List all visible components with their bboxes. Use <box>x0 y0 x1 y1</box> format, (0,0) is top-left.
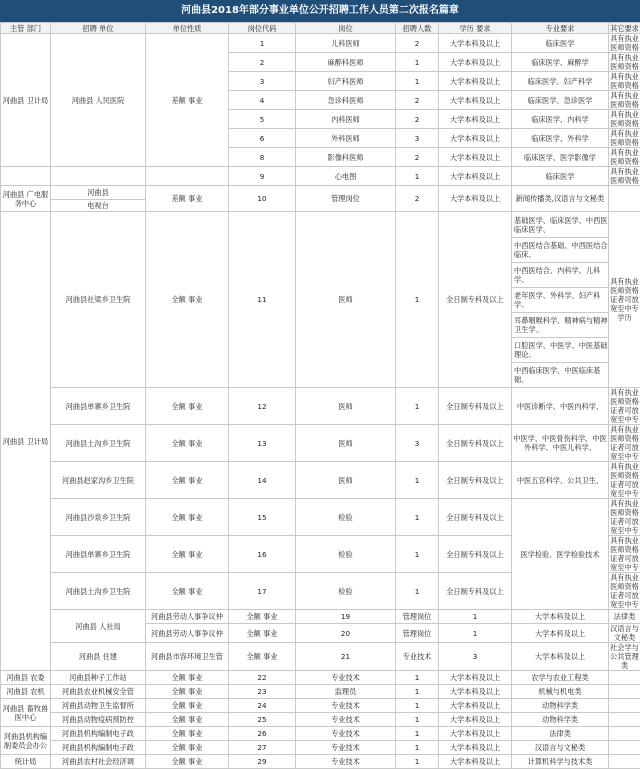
unit-cell: 河曲县市容环境卫生管 <box>146 643 229 671</box>
nature-cell <box>146 167 229 186</box>
post-cell: 医师 <box>296 388 396 425</box>
unit-cell: 河曲县社梁乡卫生院 <box>51 212 146 388</box>
nature-cell: 全额 事业 <box>229 643 296 671</box>
code-cell: 27 <box>229 741 296 755</box>
count-cell: 1 <box>396 713 439 727</box>
unit-cell: 河曲县劳动人事争议仲 <box>146 610 229 624</box>
table-row <box>1 167 640 186</box>
major-line: 耳鼻咽喉科学、精神病与精神卫生学、 <box>512 313 609 338</box>
nature-cell: 全额 事业 <box>146 699 229 713</box>
code-cell: 1 <box>229 34 296 53</box>
major-cell: 中医五官科学、公共卫生、 <box>512 462 609 499</box>
major-line: 口腔医学、中医学、中医基础理论、 <box>512 338 609 363</box>
count-cell: 1 <box>396 741 439 755</box>
major-cell: 计算机科学与技术类 <box>512 755 609 769</box>
nature-cell: 全额 事业 <box>146 573 229 610</box>
other-cell <box>609 755 640 769</box>
post-cell: 妇产科医师 <box>296 72 396 91</box>
count-cell: 1 <box>396 685 439 699</box>
count-cell: 1 <box>396 499 439 536</box>
edu-cell: 大学本科及以上 <box>439 148 512 167</box>
table-row <box>1 755 640 769</box>
table-row <box>1 34 640 53</box>
post-cell: 医师 <box>296 462 396 499</box>
unit-cell: 河曲县农业机械安全管 <box>51 685 146 699</box>
col-header: 招聘人数 <box>396 23 439 34</box>
major-cell: 医学检验、医学检验技术 <box>512 499 609 610</box>
post-cell: 管理岗位 <box>396 624 439 643</box>
post-cell: 专业技术 <box>396 643 439 671</box>
edu-cell: 大学本科及以上 <box>439 741 512 755</box>
nature-cell: 全额 事业 <box>229 610 296 624</box>
major-cell: 动物科学类 <box>512 713 609 727</box>
col-header: 其它要求 <box>609 23 640 34</box>
dept-cell: 河曲县 住建 <box>51 643 146 671</box>
post-cell: 医师 <box>296 425 396 462</box>
other-cell: 具有执业医师资格 <box>609 148 640 167</box>
dept-cell: 河曲县 广电服务中心 <box>1 186 51 212</box>
post-cell: 内科医师 <box>296 110 396 129</box>
unit-cell: 河曲县劳动人事争议仲 <box>146 624 229 643</box>
table-row <box>1 462 640 499</box>
code-cell: 24 <box>229 699 296 713</box>
unit-cell: 河曲县动物卫生监督所 <box>51 699 146 713</box>
page-title: 河曲县2018年部分事业单位公开招聘工作人员第二次报名篇章 <box>0 0 640 22</box>
edu-cell: 大学本科及以上 <box>439 685 512 699</box>
edu-cell: 大学本科及以上 <box>439 167 512 186</box>
code-cell: 17 <box>229 573 296 610</box>
table-row <box>1 610 640 624</box>
post-cell: 专业技术 <box>296 699 396 713</box>
col-header: 岗位代码 <box>229 23 296 34</box>
other-cell <box>609 671 640 685</box>
major-cell: 机械与机电类 <box>512 685 609 699</box>
count-cell: 1 <box>439 624 512 643</box>
nature-cell: 全额 事业 <box>146 212 229 388</box>
post-cell: 检验 <box>296 499 396 536</box>
count-cell: 2 <box>396 148 439 167</box>
unit-cell: 电视台 <box>51 200 146 212</box>
col-header: 专业要求 <box>512 23 609 34</box>
table-row <box>1 685 640 699</box>
post-cell: 检验 <box>296 573 396 610</box>
code-cell: 5 <box>229 110 296 129</box>
unit-cell: 河曲县动物疫病预防控 <box>51 713 146 727</box>
count-cell: 1 <box>396 699 439 713</box>
post-cell: 检验 <box>296 536 396 573</box>
major-line: 老年医学、外科学、妇产科学、 <box>512 288 609 313</box>
unit-cell: 河曲县单寨乡卫生院 <box>51 388 146 425</box>
code-cell: 8 <box>229 148 296 167</box>
count-cell: 2 <box>396 110 439 129</box>
count-cell: 2 <box>396 91 439 110</box>
col-header: 学历 要求 <box>439 23 512 34</box>
count-cell: 1 <box>396 536 439 573</box>
other-cell <box>609 186 640 212</box>
other-cell: 具有执业医师资格证者可放宽至中专 <box>609 425 640 462</box>
other-cell <box>609 727 640 741</box>
major-cell: 临床医学 <box>512 34 609 53</box>
code-cell: 29 <box>229 755 296 769</box>
count-cell: 1 <box>396 212 439 388</box>
edu-cell: 全日制专科及以上 <box>439 573 512 610</box>
col-header: 单位性质 <box>146 23 229 34</box>
nature-cell: 差额 事业 <box>146 34 229 167</box>
code-cell: 22 <box>229 671 296 685</box>
nature-cell: 全额 事业 <box>146 685 229 699</box>
table-row <box>1 727 640 741</box>
post-cell: 管理岗位 <box>396 610 439 624</box>
dept-cell: 河曲县 卫计局 <box>1 34 51 167</box>
major-cell: 汉语言与文秘类 <box>609 624 640 643</box>
unit-cell: 河曲县农村社会经济调 <box>51 755 146 769</box>
major-cell: 新闻传播类,汉语言与文秘类 <box>512 186 609 212</box>
unit-cell <box>51 167 146 186</box>
code-cell: 19 <box>296 610 396 624</box>
code-cell: 15 <box>229 499 296 536</box>
post-cell: 外科医师 <box>296 129 396 148</box>
nature-cell: 全额 事业 <box>229 624 296 643</box>
edu-cell: 大学本科及以上 <box>439 671 512 685</box>
code-cell: 16 <box>229 536 296 573</box>
table-row <box>1 388 640 425</box>
code-cell: 10 <box>229 186 296 212</box>
other-cell: 具有执业医师资格 <box>609 53 640 72</box>
other-cell <box>609 741 640 755</box>
count-cell: 1 <box>396 167 439 186</box>
count-cell: 3 <box>396 425 439 462</box>
other-cell: 具有执业医师资格证者可放宽至中专 <box>609 536 640 573</box>
code-cell: 4 <box>229 91 296 110</box>
nature-cell: 全额 事业 <box>146 536 229 573</box>
major-cell: 临床医学、医学影像学 <box>512 148 609 167</box>
table-row <box>1 499 640 536</box>
code-cell: 3 <box>229 72 296 91</box>
count-cell: 3 <box>439 643 512 671</box>
table-row <box>1 212 640 238</box>
count-cell: 1 <box>396 727 439 741</box>
major-cell: 农学与农业工程类 <box>512 671 609 685</box>
dept-cell: 河曲县 农机 <box>1 685 51 699</box>
edu-cell: 大学本科及以上 <box>439 186 512 212</box>
major-cell: 临床医学、妇产科学 <box>512 72 609 91</box>
post-cell: 急诊科医师 <box>296 91 396 110</box>
other-cell: 具有执业医师资格证者可放宽至中专 <box>609 462 640 499</box>
post-cell: 麻醉科医师 <box>296 53 396 72</box>
dept-cell: 河曲县 畜牧兽医中心 <box>1 699 51 727</box>
nature-cell: 差额 事业 <box>146 186 229 212</box>
major-line: 中西临床医学、中医临床基础、 <box>512 363 609 388</box>
edu-cell: 大学本科及以上 <box>439 129 512 148</box>
table-row <box>1 643 640 671</box>
major-cell: 临床医学、内科学 <box>512 110 609 129</box>
nature-cell: 全额 事业 <box>146 755 229 769</box>
code-cell: 9 <box>229 167 296 186</box>
major-line: 中西医结合、内科学、儿科学、 <box>512 263 609 288</box>
unit-cell: 河曲县土沟乡卫生院 <box>51 573 146 610</box>
dept-cell <box>1 167 51 186</box>
code-cell: 21 <box>296 643 396 671</box>
nature-cell: 全额 事业 <box>146 671 229 685</box>
table-row <box>1 671 640 685</box>
dept-cell: 河曲县 人社局 <box>51 610 146 643</box>
code-cell: 23 <box>229 685 296 699</box>
dept-cell: 河曲县机构编制委员会办公 <box>1 727 51 755</box>
other-cell: 具有执业医师资格 <box>609 72 640 91</box>
code-cell: 2 <box>229 53 296 72</box>
post-cell: 专业技术 <box>296 741 396 755</box>
edu-cell: 全日制专科及以上 <box>439 425 512 462</box>
nature-cell: 全额 事业 <box>146 425 229 462</box>
major-cell: 临床医学 <box>512 167 609 186</box>
post-cell: 儿科医师 <box>296 34 396 53</box>
edu-cell: 大学本科及以上 <box>512 610 609 624</box>
edu-cell: 大学本科及以上 <box>439 34 512 53</box>
header-row <box>1 23 640 34</box>
other-cell: 具有执业医师资格证者可放宽至中专 <box>609 499 640 536</box>
unit-cell: 河曲县种子工作站 <box>51 671 146 685</box>
code-cell: 20 <box>296 624 396 643</box>
edu-cell: 大学本科及以上 <box>439 699 512 713</box>
unit-cell: 河曲县土沟乡卫生院 <box>51 425 146 462</box>
count-cell: 2 <box>396 34 439 53</box>
major-cell: 动物科学类 <box>512 699 609 713</box>
other-cell: 具有执业医师资格 <box>609 34 640 53</box>
table-row <box>1 425 640 462</box>
major-line: 中西医结合基础、中西医结合临床、 <box>512 238 609 263</box>
edu-cell: 全日制专科及以上 <box>439 462 512 499</box>
count-cell: 1 <box>396 755 439 769</box>
nature-cell: 全额 事业 <box>146 741 229 755</box>
col-header: 主管 部门 <box>1 23 51 34</box>
unit-cell: 河曲县 <box>51 186 146 200</box>
count-cell: 1 <box>439 610 512 624</box>
major-cell: 中医诊断学、中医内科学、 <box>512 388 609 425</box>
edu-cell: 大学本科及以上 <box>439 713 512 727</box>
edu-cell: 全日制专科及以上 <box>439 499 512 536</box>
dept-cell: 统计局 <box>1 755 51 769</box>
major-cell: 临床医学、麻醉学 <box>512 53 609 72</box>
post-cell: 专业技术 <box>296 671 396 685</box>
major-cell: 社会学与公共管理类 <box>609 643 640 671</box>
recruitment-table <box>0 22 640 769</box>
nature-cell: 全额 事业 <box>146 713 229 727</box>
other-cell: 具有执业医师资格证者可放宽至中专 <box>609 388 640 425</box>
major-cell: 汉语言与文秘类 <box>512 741 609 755</box>
unit-cell: 河曲县单寨乡卫生院 <box>51 536 146 573</box>
count-cell: 1 <box>396 671 439 685</box>
edu-cell: 大学本科及以上 <box>512 643 609 671</box>
major-cell: 法律类 <box>512 727 609 741</box>
count-cell: 3 <box>396 129 439 148</box>
nature-cell: 全额 事业 <box>146 388 229 425</box>
dept-cell: 河曲县 卫计局 <box>1 212 51 671</box>
code-cell: 26 <box>229 727 296 741</box>
edu-cell: 大学本科及以上 <box>439 53 512 72</box>
major-cell: 临床医学、外科学 <box>512 129 609 148</box>
edu-cell: 全日制专科及以上 <box>439 536 512 573</box>
post-cell: 专业技术 <box>296 713 396 727</box>
post-cell: 管理岗位 <box>296 186 396 212</box>
other-cell: 具有执业医师资格 <box>609 110 640 129</box>
other-cell: 具有执业医师资格 <box>609 129 640 148</box>
code-cell: 6 <box>229 129 296 148</box>
major-cell: 中医学、中医骨伤科学、中医外科学、中医儿科学、 <box>512 425 609 462</box>
major-cell: 临床医学、急诊医学 <box>512 91 609 110</box>
count-cell: 1 <box>396 573 439 610</box>
table-row <box>1 699 640 713</box>
post-cell: 专业技术 <box>296 727 396 741</box>
nature-cell: 全额 事业 <box>146 727 229 741</box>
nature-cell: 全额 事业 <box>146 462 229 499</box>
col-header: 招聘 单位 <box>51 23 146 34</box>
code-cell: 14 <box>229 462 296 499</box>
edu-cell: 大学本科及以上 <box>439 727 512 741</box>
other-cell: 具有执业医师资格证者可放宽至中专 <box>609 573 640 610</box>
code-cell: 11 <box>229 212 296 388</box>
dept-cell: 河曲县 农委 <box>1 671 51 685</box>
table-row <box>1 186 640 200</box>
count-cell: 2 <box>396 186 439 212</box>
unit-cell: 河曲县机构编制电子政 <box>51 727 146 741</box>
other-cell <box>609 713 640 727</box>
count-cell: 1 <box>396 53 439 72</box>
nature-cell: 全额 事业 <box>146 499 229 536</box>
post-cell: 专业技术 <box>296 755 396 769</box>
post-cell: 监理员 <box>296 685 396 699</box>
edu-cell: 大学本科及以上 <box>439 91 512 110</box>
edu-cell: 大学本科及以上 <box>512 624 609 643</box>
post-cell: 心电图 <box>296 167 396 186</box>
unit-cell: 河曲县机构编制电子政 <box>51 741 146 755</box>
other-cell <box>609 685 640 699</box>
count-cell: 1 <box>396 388 439 425</box>
edu-cell: 大学本科及以上 <box>439 72 512 91</box>
count-cell: 1 <box>396 462 439 499</box>
post-cell: 影像科医师 <box>296 148 396 167</box>
other-cell: 具有执业医师资格证者可放宽至中专学历 <box>609 212 640 388</box>
table-row <box>1 713 640 727</box>
edu-cell: 全日制专科及以上 <box>439 212 512 388</box>
count-cell: 1 <box>396 72 439 91</box>
unit-cell: 河曲县沙泉乡卫生院 <box>51 499 146 536</box>
major-cell: 法律类 <box>609 610 640 624</box>
major-line: 基础医学、临床医学、中西医临床医学、 <box>512 212 609 238</box>
unit-cell: 河曲县 人民医院 <box>51 34 146 167</box>
edu-cell: 大学本科及以上 <box>439 110 512 129</box>
post-cell: 医师 <box>296 212 396 388</box>
edu-cell: 大学本科及以上 <box>439 755 512 769</box>
unit-cell: 河曲县赵家沟乡卫生院 <box>51 462 146 499</box>
col-header: 岗位 <box>296 23 396 34</box>
table-row <box>1 741 640 755</box>
other-cell: 具有执业医师资格 <box>609 91 640 110</box>
code-cell: 25 <box>229 713 296 727</box>
other-cell <box>609 699 640 713</box>
edu-cell: 全日制专科及以上 <box>439 388 512 425</box>
code-cell: 12 <box>229 388 296 425</box>
other-cell: 具有执业医师资格 <box>609 167 640 186</box>
code-cell: 13 <box>229 425 296 462</box>
